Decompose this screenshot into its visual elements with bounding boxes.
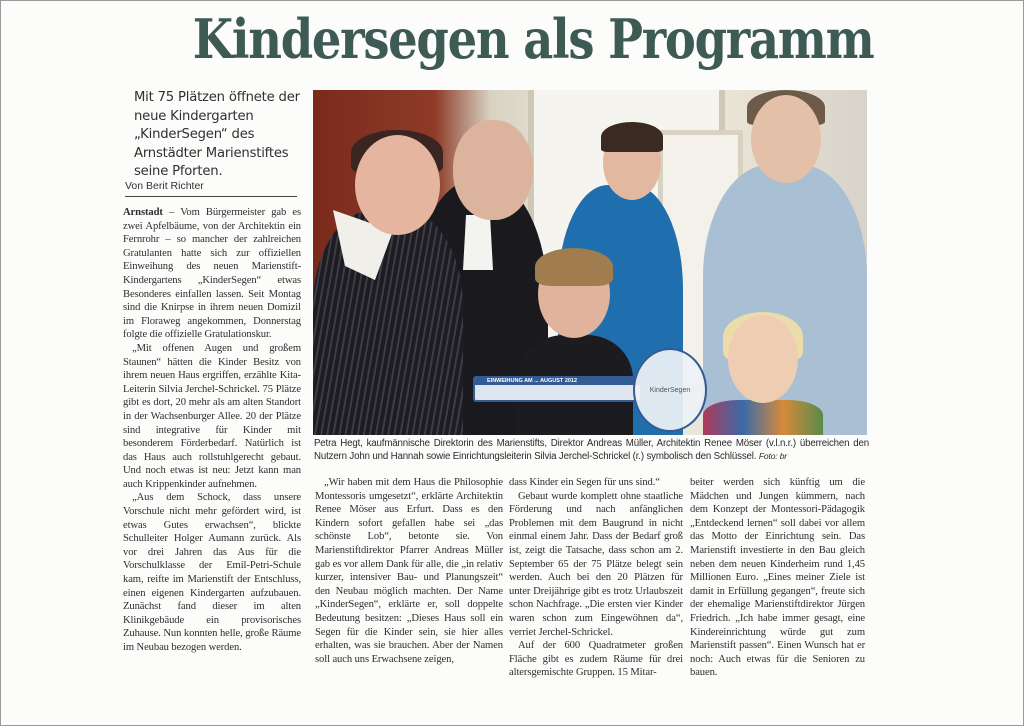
byline: Von Berit Richter	[125, 180, 297, 197]
teaser: Mit 75 Plätzen öffnete der neue Kindergarten „KinderSegen“ des Arnstädter Marienstiftes seine Pforten.	[134, 90, 300, 179]
hair	[535, 248, 613, 286]
article-photo	[313, 90, 867, 435]
paragraph: „Mit offenen Augen und großem Staunen“ hätten die Kinder Besitz von ihrem neuen Haus ergriffen, erzählte Kita-Leiterin Silvia Jerchel-Schrickel. 75 Plätze gibt es dort, 20 mehr als am alten Standort in der Wachsenburger Allee. 20 der Plätze sind integrative für Kinder mit besonderem Förderbedarf. Natürlich ist das Haus auch rollstuhlgerecht gebaut. Und noch etwas ist neu: Jetzt kann man auch Krippenkinder aufnehmen.	[123, 342, 301, 490]
child-girl	[703, 400, 823, 435]
paragraph: Arnstadt – Vom Bürgermeister gab es zwei Apfelbäume, von der Architektin ein Fernrohr – so mancher der zahlreichen Gratulanten hatte sich zur offiziellen Einweihung des neuen Marienstift-Kindergartens „KinderSegen“ etwas Besonderes einfallen lassen. Seit Montag sind die Knirpse in ihrem neuen Domizil im Floraweg angekommen, Donnerstag folgte die offizielle Gratulationskur.	[123, 207, 301, 341]
symbolic-key	[473, 376, 642, 402]
key-label: EINWEIHUNG AM ... AUGUST 2012	[475, 378, 640, 385]
paragraph: beiter werden sich künftig um die Mädchen und Jungen kümmern, nach dem Konzept der Montessori-Pädagogik „Entdeckend lernen“ soll dabei vor allem das Motto der Einrichtung sein. Das Marienstift investierte in den Bau gleich neben dem neuen Kinderheim rund 1,45 Millionen Euro. „Eines meiner Ziele ist damit in Erfüllung gegangen“, freute sich der ehemalige Marienstiftdirektor Jürgen Friedrich. „Ich habe immer gesagt, eine Kindereinrichtung würde gut zum Marienstift passen“. Einen Wunsch hat er noch: Auch etwas für die Senioren zu bauen.	[690, 477, 865, 679]
paragraph: „Aus dem Schock, dass unsere Vorschule nicht mehr gefördert wird, ist etwas Gutes erwachsen“, blickte Schulleiter Holger Aumann zurück. Als vor drei Jahren das Aus für die Vorschulklasse der Emil-Petri-Schule kam, reifte im Marienstift der Entschluss, einen eigenen Kindergarten aufzubauen. Zunächst fand dieser im alten Klinikgebäude ein provisorisches Zuhause. Nun konnten helle, große Räume im Neubau bezogen werden.	[123, 492, 301, 653]
article-column-4	[690, 476, 865, 680]
paragraph: Auf der 600 Quadratmeter großen Fläche gibt es zudem Räume für drei altersgemischte Gruppen. 15 Mitar-	[509, 640, 683, 679]
face	[453, 120, 533, 220]
person-right-woman	[703, 165, 867, 435]
article-column-2	[315, 476, 503, 666]
dateline: Arnstadt	[123, 207, 163, 218]
headline: Kindersegen als Programm	[192, 7, 874, 71]
face	[355, 135, 440, 235]
paragraph: Gebaut wurde komplett ohne staatliche Förderung und nach anfänglichen Problemen mit dem Baugrund in nicht einmal einem Jahr. Dass der Bedarf groß ist, zeigt die Tatsache, dass schon am 2. September 65 der 75 Plätze belegt sein werden. Auch bei den 20 Plätzen für unter Dreijährige gibt es trotz Urlaubszeit schon Nachfrage. „Die ersten vier Kinder waren schon zum Eingewöhnen da“, verriet Jerchel-Schrickel.	[509, 490, 683, 638]
key-ring: KinderSegen	[633, 348, 707, 432]
photo-caption	[314, 437, 869, 463]
photo-credit: Foto: br	[758, 451, 787, 461]
paragraph: „Wir haben mit dem Haus die Philosophie Montessoris umgesetzt“, erklärte Architektin Renee Möser aus Erfurt. Dass es den Kindern sofort gefallen habe sei „das schönste Lob“, betonte sie. Von Marienstiftdirektor Pfarrer Andreas Müller gab es vor allem Dank für alle, die „in relativ kurzer, intensiver Bau- und Planungszeit“ den Neubau möglich machten. Der Name „KinderSegen“, erklärte er, soll doppelte Bedeutung besitzen: „Dieses Haus soll ein Segen für die Kinder sein, sie hier alles erhalten, was sie brauchen. Aber der Namen soll auch uns Erwachsene zeigen,	[315, 477, 503, 665]
hair	[601, 122, 663, 152]
clerical-bands	[463, 215, 493, 270]
article-column-3	[509, 476, 683, 680]
face	[728, 315, 798, 403]
article-column-1	[123, 206, 301, 655]
caption-text: Petra Hegt, kaufmännische Direktorin des Marienstifts, Direktor Andreas Müller, Architektin Renee Möser (v.l.n.r.) überreichen den Nutzern John und Hannah sowie Einrichtungsleiterin Silvia Jerchel-Schrickel (r.) symbolisch den Schlüssel.	[314, 438, 869, 462]
paragraph: dass Kinder ein Segen für uns sind.“	[509, 477, 660, 488]
face	[751, 95, 821, 183]
